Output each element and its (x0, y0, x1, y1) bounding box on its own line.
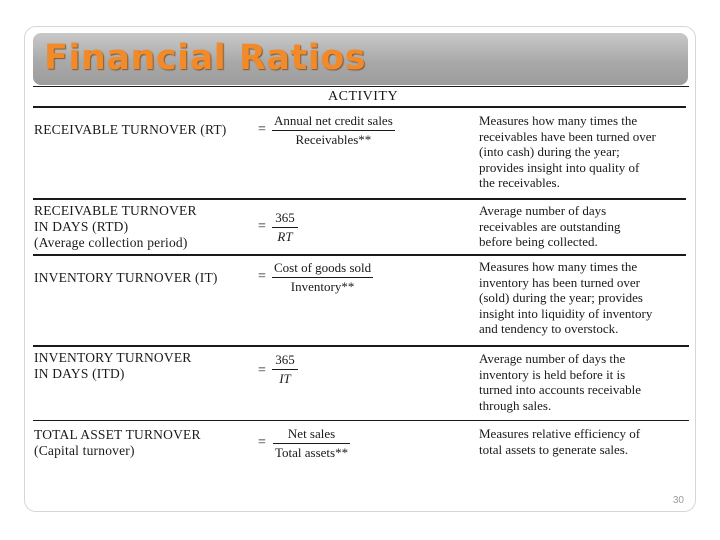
fraction-bar (272, 227, 298, 228)
description-line: receivables have been turned over (479, 128, 656, 144)
equals-sign: = (258, 219, 266, 234)
equals-sign: = (258, 435, 266, 450)
formula-denominator: Total assets** (275, 445, 349, 460)
formula-numerator: 365 (275, 210, 295, 225)
ratio-name (34, 122, 227, 138)
fraction-bar (272, 277, 373, 278)
ratio-description (479, 351, 684, 413)
row-divider (33, 198, 686, 200)
description-line: Measures how many times the (479, 113, 638, 128)
ratio-name-line: INVENTORY TURNOVER (34, 350, 192, 365)
table-top-rule (33, 86, 689, 87)
ratio-formula (272, 260, 373, 295)
description-line: insight into liquidity of inventory (479, 305, 653, 321)
description-line: total assets to generate sales. (479, 441, 629, 457)
description-line: Measures how many times the (479, 259, 638, 274)
description-line: the receivables. (479, 175, 560, 191)
ratio-description (479, 426, 684, 457)
formula-numerator: 365 (275, 352, 295, 367)
formula-numerator: Net sales (287, 426, 336, 441)
description-line: inventory has been turned over (479, 274, 641, 290)
row-divider (33, 254, 686, 256)
ratio-table (30, 86, 686, 464)
equals-sign: = (258, 269, 266, 284)
description-line: (into cash) during the year; (479, 144, 620, 160)
formula-denominator: Inventory** (290, 279, 355, 294)
ratio-formula (272, 113, 395, 148)
description-line: Measures relative efficiency of (479, 426, 641, 441)
fraction-bar (272, 130, 395, 131)
description-line: inventory is held before it is (479, 366, 626, 382)
ratio-name-line: IN DAYS (ITD) (34, 366, 125, 381)
ratio-name-line: RECEIVABLE TURNOVER (34, 203, 197, 218)
formula-denominator: IT (279, 371, 291, 386)
row-divider (33, 345, 689, 347)
description-line: before being collected. (479, 234, 598, 250)
ratio-name-line: INVENTORY TURNOVER (IT) (34, 270, 218, 285)
ratio-description (479, 259, 684, 337)
ratio-formula (272, 210, 298, 245)
description-line: and tendency to overstock. (479, 321, 619, 337)
ratio-name-line: (Capital turnover) (34, 443, 135, 458)
equals-sign: = (258, 122, 266, 137)
ratio-description (479, 203, 684, 250)
description-line: Average number of days (479, 203, 607, 218)
heading-rule (33, 106, 686, 108)
ratio-name (34, 427, 201, 459)
fraction-bar (273, 443, 350, 444)
ratio-name-line: IN DAYS (RTD) (34, 219, 129, 234)
description-line: through sales. (479, 397, 552, 413)
ratio-name-line: (Average collection period) (34, 235, 188, 250)
description-line: Average number of days the (479, 351, 626, 366)
page-number: 30 (672, 495, 684, 506)
ratio-formula (273, 426, 350, 461)
formula-numerator: Cost of goods sold (274, 260, 372, 275)
equals-sign: = (258, 363, 266, 378)
row-divider (33, 420, 689, 421)
formula-denominator: Receivables** (295, 132, 372, 147)
ratio-name-line: TOTAL ASSET TURNOVER (34, 427, 201, 442)
description-line: turned into accounts receivable (479, 382, 642, 398)
fraction-bar (272, 369, 298, 370)
slide-title: Financial Ratios (44, 38, 367, 78)
description-line: (sold) during the year; provides (479, 290, 643, 306)
ratio-formula (272, 352, 298, 387)
ratio-name-line: RECEIVABLE TURNOVER (RT) (34, 122, 227, 137)
formula-numerator: Annual net credit sales (274, 113, 393, 128)
description-line: receivables are outstanding (479, 218, 621, 234)
description-line: provides insight into quality of (479, 159, 640, 175)
ratio-name (34, 270, 218, 286)
section-heading: ACTIVITY (328, 89, 399, 104)
ratio-description (479, 113, 684, 191)
ratio-name (34, 203, 197, 251)
ratio-name (34, 350, 191, 382)
formula-denominator: RT (277, 229, 293, 244)
